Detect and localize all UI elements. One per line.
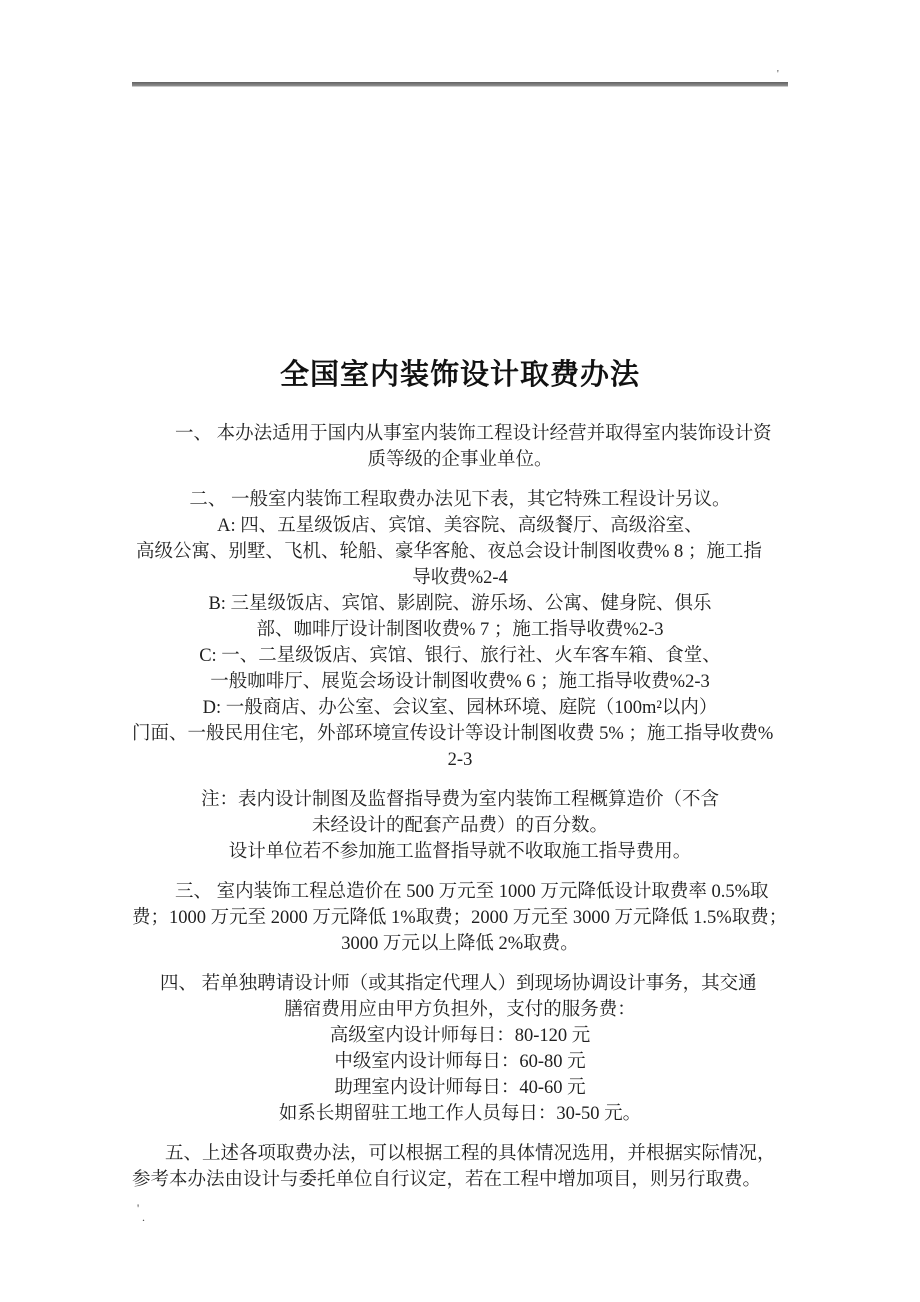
text-line: 导收费%2-4	[412, 568, 508, 588]
text-line: 未经设计的配套产品费）的百分数。	[311, 816, 608, 836]
text-line: C: 一、二星级饭店、宾馆、银行、旅行社、火车客车箱、食堂、	[199, 646, 721, 666]
text-line: 膳宿费用应由甲方负担外，支付的服务费：	[284, 1000, 636, 1020]
text-line: 费；1000 万元至 2000 万元降低 1%取费；2000 万元至 3000 万元降低 1.5%取费；	[132, 908, 788, 928]
section-para-1	[132, 421, 788, 473]
text-line: 质等级的企事业单位。	[367, 450, 553, 470]
text-line: 门面、一般民用住宅，外部环境宣传设计等设计制图收费 5% ；施工指导收费%	[132, 724, 774, 744]
text-line: 高级公寓、别墅、飞机、轮船、豪华客舱、夜总会设计制图收费% 8 ；施工指	[136, 542, 762, 562]
text-line: 一、 本办法适用于国内从事室内装饰工程设计经营并取得室内装饰设计资	[175, 424, 772, 444]
document-body	[132, 421, 788, 1193]
document-content	[132, 0, 788, 1207]
section-note	[132, 787, 788, 865]
text-line: 注：表内设计制图及监督指导费为室内装饰工程概算造价（不含	[200, 790, 719, 810]
section-para-3-discounts	[132, 879, 788, 957]
page-title: 全国室内装饰设计取费办法	[279, 359, 640, 391]
text-line: 如系长期留驻工地工作人员每日：30-50 元。	[278, 1104, 642, 1124]
stray-mark-bottom-left-apostrophe: '	[137, 1201, 140, 1215]
text-line: 3000 万元以上降低 2%取费。	[341, 934, 579, 954]
text-line: 三、 室内装饰工程总造价在 500 万元至 1000 万元降低设计取费率 0.5%取	[175, 882, 769, 902]
section-para-2-fee-table	[132, 487, 788, 773]
text-line: D: 一般商店、办公室、会议室、园林环境、庭院（100m²以内）	[202, 698, 718, 718]
text-line: 参考本办法由设计与委托单位自行议定，若在工程中增加项目，则另行取费。	[132, 1170, 762, 1190]
text-line: 设计单位若不参加施工监督指导就不收取施工指导费用。	[228, 842, 692, 862]
text-line: 助理室内设计师每日：40-60 元	[334, 1078, 586, 1098]
text-line: 二、 一般室内装饰工程取费办法见下表，其它特殊工程设计另议。	[189, 490, 731, 510]
section-para-4-designer-rates	[132, 971, 788, 1127]
text-line: 高级室内设计师每日：80-120 元	[329, 1026, 591, 1046]
text-line: A: 四、五星级饭店、宾馆、美容院、高级餐厅、高级浴室、	[217, 516, 703, 536]
text-line: B: 三星级饭店、宾馆、影剧院、游乐场、公寓、健身院、俱乐	[208, 594, 712, 614]
stray-mark-bottom-left-dot: .	[142, 1210, 145, 1224]
text-line: 五、上述各项取费办法，可以根据工程的具体情况选用，并根据实际情况，	[165, 1144, 776, 1164]
text-line: 部、咖啡厅设计制图收费% 7 ；施工指导收费%2-3	[256, 620, 664, 640]
stray-mark-top-right: '	[777, 69, 779, 80]
text-line: 一般咖啡厅、展览会场设计制图收费% 6 ；施工指导收费%2-3	[210, 672, 710, 692]
text-line: 中级室内设计师每日：60-80 元	[334, 1052, 586, 1072]
text-line: 2-3	[447, 750, 473, 770]
section-para-5	[132, 1141, 788, 1193]
text-line: 四、 若单独聘请设计师（或其指定代理人）到现场协调设计事务，其交通	[160, 974, 757, 994]
